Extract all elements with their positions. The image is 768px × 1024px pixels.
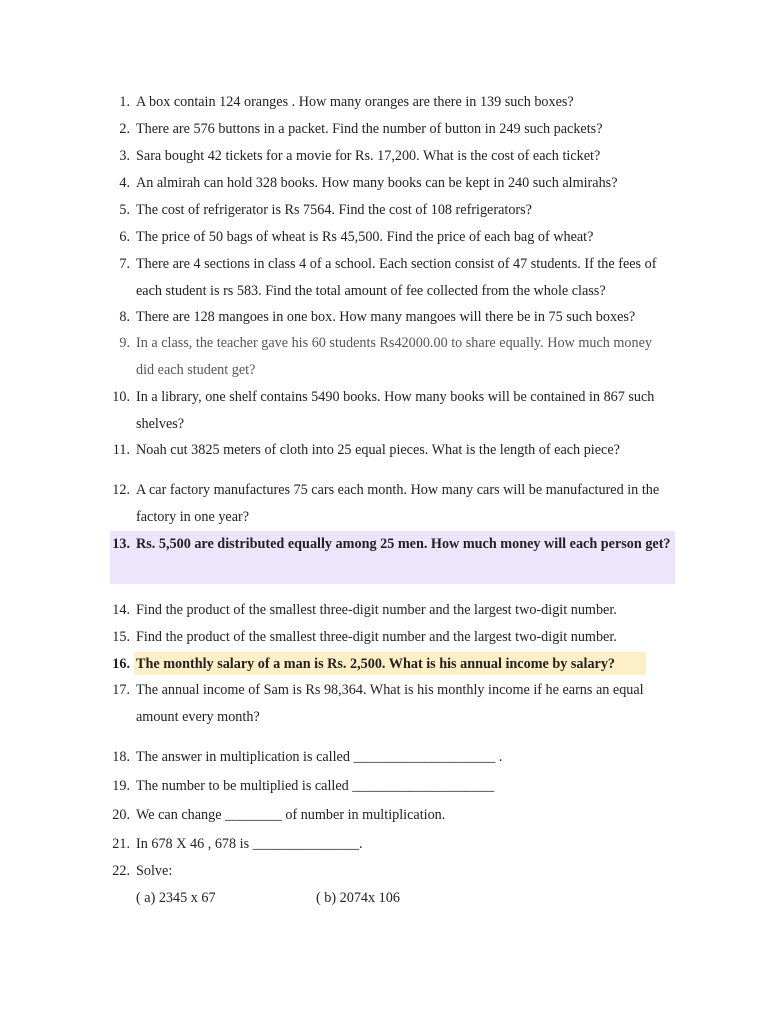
question-number: 17. bbox=[112, 682, 130, 698]
question-text: In a library, one shelf contains 5490 books. How many books will be contained in 867 such shelves? bbox=[136, 389, 655, 432]
solve-item-b: ( b) 2074x 106 bbox=[316, 890, 400, 906]
question-number: 13. bbox=[112, 536, 130, 552]
question-text: The number to be multiplied is called ____________________ bbox=[136, 778, 495, 794]
question-text: Find the product of the smallest three-digit number and the largest two-digit number. bbox=[136, 629, 617, 645]
question-number: 1. bbox=[119, 94, 130, 110]
question-number: 22. bbox=[112, 863, 130, 879]
question-number: 2. bbox=[119, 121, 130, 137]
question-text: In a class, the teacher gave his 60 students Rs42000.00 to share equally. How much money did each student get? bbox=[136, 335, 653, 378]
question-text: The cost of refrigerator is Rs 7564. Find the cost of 108 refrigerators? bbox=[136, 202, 532, 218]
question-text: There are 4 sections in class 4 of a school. Each section consist of 47 students. If the fees of each student is rs 583. Find the total amount of fee collected from the whole class? bbox=[136, 256, 657, 299]
question-text: The price of 50 bags of wheat is Rs 45,500. Find the price of each bag of wheat? bbox=[136, 229, 594, 245]
question-text: An almirah can hold 328 books. How many books can be kept in 240 such almirahs? bbox=[136, 175, 618, 191]
question-text: Find the product of the smallest three-digit number and the largest two-digit number. bbox=[136, 602, 617, 618]
question-number: 19. bbox=[112, 778, 130, 794]
question-number: 16. bbox=[112, 656, 130, 672]
question-text: The answer in multiplication is called ____________________ . bbox=[136, 749, 503, 765]
question-number: 6. bbox=[119, 229, 130, 245]
question-text: Noah cut 3825 meters of cloth into 25 equal pieces. What is the length of each piece? bbox=[136, 442, 620, 458]
question-text: Solve: bbox=[136, 863, 173, 879]
question-number: 4. bbox=[119, 175, 130, 191]
question-text: We can change ________ of number in multiplication. bbox=[136, 807, 446, 823]
question-number: 15. bbox=[112, 629, 130, 645]
question-number: 10. bbox=[112, 389, 130, 405]
question-number: 5. bbox=[119, 202, 130, 218]
question-text: In 678 X 46 , 678 is _______________. bbox=[136, 836, 363, 852]
solve-item-a: ( a) 2345 x 67 bbox=[136, 890, 216, 906]
question-number: 11. bbox=[112, 442, 130, 458]
question-number: 9. bbox=[119, 335, 130, 351]
question-number: 3. bbox=[119, 148, 130, 164]
question-text: There are 128 mangoes in one box. How many mangoes will there be in 75 such boxes? bbox=[136, 309, 636, 325]
question-text: Rs. 5,500 are distributed equally among 25 men. How much money will each person get? bbox=[136, 536, 671, 552]
question-number: 12. bbox=[112, 482, 130, 498]
question-text: Sara bought 42 tickets for a movie for Rs. 17,200. What is the cost of each ticket? bbox=[136, 148, 601, 164]
question-number: 20. bbox=[112, 807, 130, 823]
question-text: The monthly salary of a man is Rs. 2,500. What is his annual income by salary? bbox=[136, 656, 616, 672]
question-text: A car factory manufactures 75 cars each month. How many cars will be manufactured in the factory in one year? bbox=[136, 482, 660, 525]
question-number: 14. bbox=[112, 602, 130, 618]
question-text: A box contain 124 oranges . How many oranges are there in 139 such boxes? bbox=[136, 94, 574, 110]
question-number: 8. bbox=[119, 309, 130, 325]
question-number: 21. bbox=[112, 836, 130, 852]
question-number: 7. bbox=[119, 256, 130, 272]
question-number: 18. bbox=[112, 749, 130, 765]
question-text: The annual income of Sam is Rs 98,364. What is his monthly income if he earns an equal amount every month? bbox=[136, 682, 644, 725]
question-text: There are 576 buttons in a packet. Find the number of button in 249 such packets? bbox=[136, 121, 603, 137]
